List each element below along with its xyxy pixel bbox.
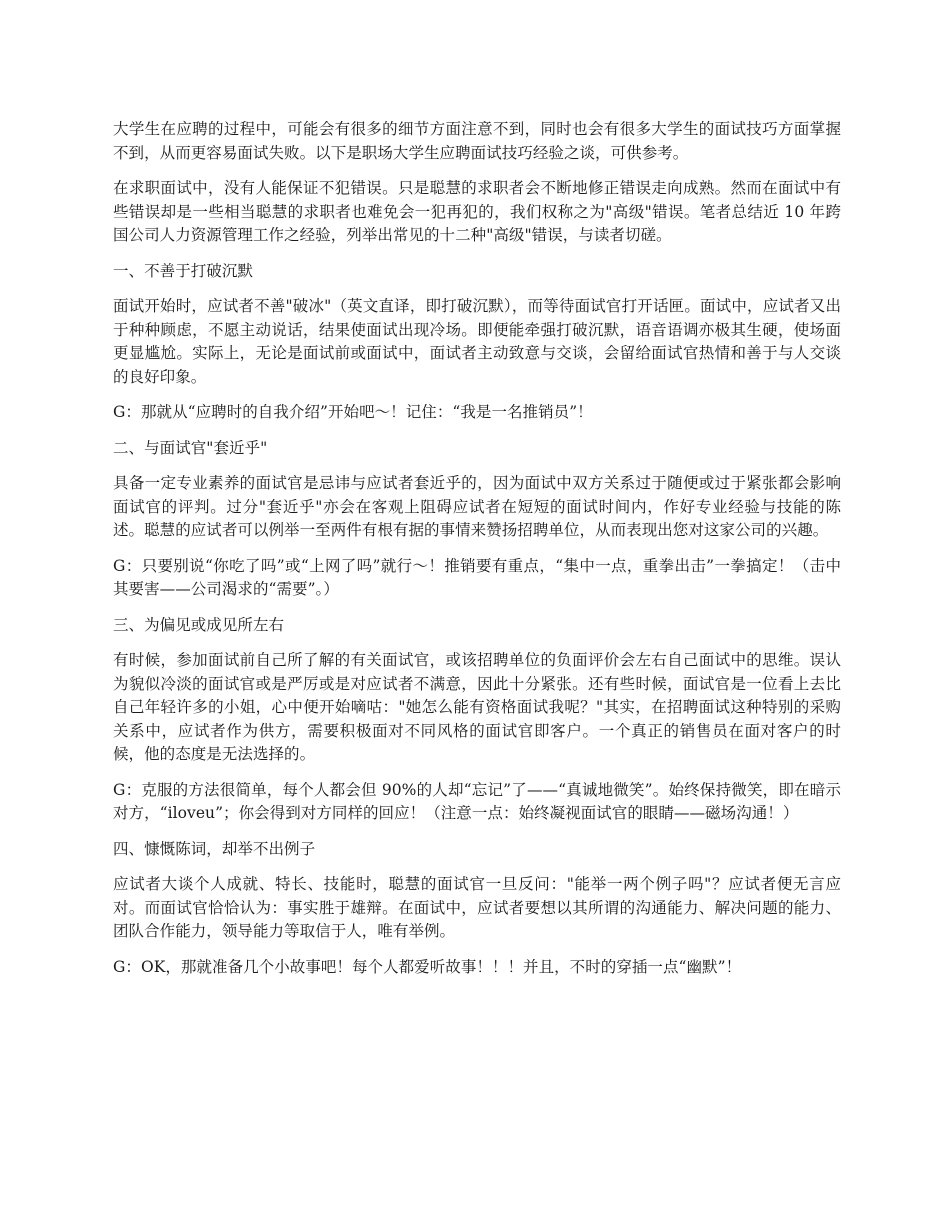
body-paragraph: 应试者大谈个人成就、特长、技能时，聪慧的面试官一旦反问："能举一两个例子吗"？应试者便无言应对。而面试官恰恰认为：事实胜于雄辩。在面试中，应试者要想以其所谓的沟通能力、解决问题的能力、团队合作能力，领导能力等取信于人，唯有举例。 <box>113 875 841 940</box>
section-heading: 三、为偏见或成见所左右 <box>113 615 285 634</box>
tip-paragraph: G：OK，那就准备几个小故事吧！每个人都爱听故事！！！并且，不时的穿插一点“幽默”！ <box>113 957 742 976</box>
tip-paragraph: G：克服的方法很简单，每个人都会但 90%的人却“忘记”了——“真诚地微笑”。始终保持微笑，即在暗示对方，“iloveu”；你会得到对方同样的回应！（注意一点：始终凝视面试官的眼睛——磁场沟通！） <box>113 780 841 822</box>
body-paragraph: 具备一定专业素养的面试官是忌讳与应试者套近乎的，因为面试中双方关系过于随便或过于紧张都会影响面试官的评判。过分"套近乎"亦会在客观上阻碍应试者在短短的面试时间内，作好专业经验与技能的陈述。聪慧的应试者可以例举一至两件有根有据的事情来赞扬招聘单位，从而表现出您对这家公司的兴趣。 <box>113 474 841 539</box>
body-paragraph: 有时候，参加面试前自己所了解的有关面试官，或该招聘单位的负面评价会左右自己面试中的思维。误认为貌似冷淡的面试官或是严厉或是对应试者不满意，因此十分紧张。还有些时候，面试官是一位看上去比自己年轻许多的小姐，心中便开始嘀咕："她怎么能有资格面试我呢？"其实，在招聘面试这种特别的采购关系中，应试者作为供方，需要积极面对不同风格的面试官即客户。一个真正的销售员在面对客户的时候，他的态度是无法选择的。 <box>113 651 841 763</box>
intro-paragraph: 大学生在应聘的过程中，可能会有很多的细节方面注意不到，同时也会有很多大学生的面试技巧方面掌握不到，从而更容易面试失败。以下是职场大学生应聘面试技巧经验之谈，可供参考。 <box>113 120 841 162</box>
tip-paragraph: G：那就从“应聘时的自我介绍”开始吧～！记住：“我是一名推销员”！ <box>113 403 593 421</box>
document-page <box>113 118 841 991</box>
section-heading: 一、不善于打破沉默 <box>113 261 253 280</box>
body-paragraph: 在求职面试中，没有人能保证不犯错误。只是聪慧的求职者会不断地修正错误走向成熟。然而在面试中有些错误却是一些相当聪慧的求职者也难免会一犯再犯的，我们权称之为"高级"错误。笔者总结近 10 年跨国公司人力资源管理工作之经验，列举出常见的十二种"高级"错误，与读者切磋。 <box>113 179 841 244</box>
body-paragraph: 面试开始时，应试者不善"破冰"（英文直译，即打破沉默），而等待面试官打开话匣。面试中，应试者又出于种种顾虑，不愿主动说话，结果使面试出现冷场。即便能牵强打破沉默，语音语调亦极其生硬，使场面更显尴尬。实际上，无论是面试前或面试中，面试者主动致意与交谈，会留给面试官热情和善于与人交谈的良好印象。 <box>113 297 841 386</box>
section-heading: 四、慷慨陈词，却举不出例子 <box>113 839 316 858</box>
tip-paragraph: G：只要别说“你吃了吗”或“上网了吗”就行～！推销要有重点，“集中一点，重拳出击”一拳搞定！（击中其要害——公司渴求的“需要”。） <box>113 556 841 598</box>
section-heading: 二、与面试官"套近乎" <box>113 438 268 457</box>
